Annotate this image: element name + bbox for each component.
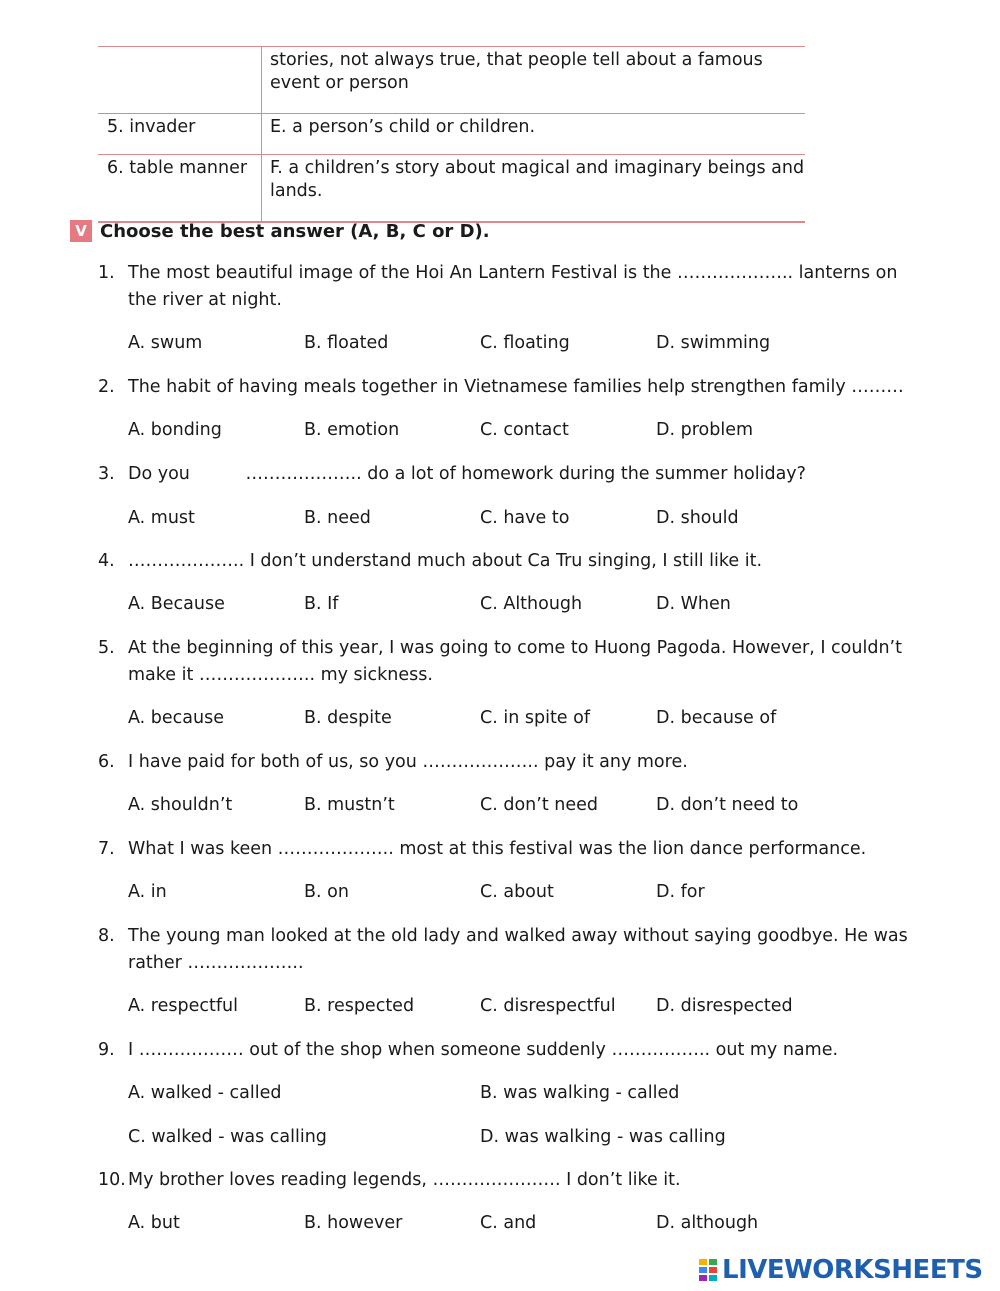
question-10 [98,1167,928,1194]
option-d[interactable]: D. When [656,594,731,614]
option-d[interactable]: D. was walking - was calling [480,1127,726,1147]
option-c[interactable]: C. in spite of [480,708,591,728]
option-b[interactable]: B. was walking - called [480,1083,680,1103]
option-a[interactable]: A. respectful [128,996,238,1016]
option-d[interactable]: D. swimming [656,333,771,353]
option-b[interactable]: B. despite [304,708,392,728]
question-text: What I was keen ……………….. most at this festival was the lion dance performance. [128,839,867,859]
question-3 [98,461,928,488]
question-number: 4. [98,551,115,571]
option-d[interactable]: D. should [656,508,739,528]
option-a[interactable]: A. swum [128,333,203,353]
logo-block [698,1258,708,1266]
option-c[interactable]: C. floating [480,333,570,353]
section-header [70,219,490,243]
question-text: Do you ……………….. do a lot of homework during the summer holiday? [128,464,806,484]
question-7 [98,836,928,863]
question-text: The habit of having meals together in Vietnamese families help strengthen family ……… [128,377,904,397]
option-d[interactable]: D. don’t need to [656,795,799,815]
question-number: 9. [98,1040,115,1060]
question-8 [98,923,928,977]
term-cell: 6. table manner [98,155,262,223]
option-a[interactable]: A. must [128,508,195,528]
option-a[interactable]: A. bonding [128,420,222,440]
option-c[interactable]: C. Although [480,594,583,614]
term-cell: 5. invader [98,114,262,155]
question-2 [98,374,928,401]
table-row [98,114,805,155]
option-a[interactable]: A. shouldn’t [128,795,233,815]
question-1 [98,260,928,314]
question-text: The young man looked at the old lady and walked away without saying goodbye. He was rather ……………….. [128,926,908,973]
definition-cell: E. a person’s child or children. [262,114,806,155]
option-a[interactable]: A. because [128,708,224,728]
logo-text: LIVEWORKSHEETS [722,1255,983,1285]
question-number: 7. [98,839,115,859]
term-cell [98,47,262,114]
option-c[interactable]: C. disrespectful [480,996,616,1016]
logo-block [698,1274,708,1282]
option-b[interactable]: B. need [304,508,371,528]
option-a[interactable]: A. but [128,1213,180,1233]
question-number: 1. [98,263,115,283]
question-text: The most beautiful image of the Hoi An Lantern Festival is the ……………….. lanterns on the river at night. [128,263,898,310]
question-text: At the beginning of this year, I was going to come to Huong Pagoda. However, I couldn’t make it ……………….. my sickness. [128,638,902,685]
option-a[interactable]: A. Because [128,594,225,614]
option-d[interactable]: D. for [656,882,705,902]
blocks-icon [698,1258,718,1282]
question-4 [98,548,928,575]
option-b[interactable]: B. on [304,882,349,902]
option-b[interactable]: B. floated [304,333,389,353]
logo-block [708,1274,718,1282]
option-b[interactable]: B. mustn’t [304,795,395,815]
table-row [98,155,805,223]
logo-block [708,1258,718,1266]
option-c[interactable]: C. have to [480,508,570,528]
option-c[interactable]: C. walked - was calling [128,1127,327,1147]
option-d[interactable]: D. although [656,1213,759,1233]
question-number: 10. [98,1170,126,1190]
definition-cell: stories, not always true, that people tell about a famous event or person [262,47,806,114]
logo-block [708,1266,718,1274]
option-b[interactable]: B. respected [304,996,415,1016]
option-a[interactable]: A. in [128,882,167,902]
option-d[interactable]: D. disrespected [656,996,793,1016]
liveworksheets-logo[interactable] [698,1257,983,1283]
option-d[interactable]: D. problem [656,420,754,440]
option-c[interactable]: C. don’t need [480,795,598,815]
matching-table [98,46,805,223]
logo-block [698,1266,708,1274]
option-c[interactable]: C. and [480,1213,537,1233]
section-badge: V [70,220,92,242]
option-b[interactable]: B. however [304,1213,403,1233]
question-text: I ……………… out of the shop when someone suddenly …………….. out my name. [128,1040,839,1060]
question-5 [98,635,928,689]
option-d[interactable]: D. because of [656,708,777,728]
question-number: 5. [98,638,115,658]
question-9 [98,1037,928,1064]
question-number: 6. [98,752,115,772]
option-b[interactable]: B. If [304,594,339,614]
question-text: ……………….. I don’t understand much about Ca Tru singing, I still like it. [128,551,763,571]
option-c[interactable]: C. contact [480,420,569,440]
question-number: 3. [98,464,115,484]
definition-cell: F. a children’s story about magical and imaginary beings and lands. [262,155,806,223]
question-text: My brother loves reading legends, …………………. I don’t like it. [128,1170,681,1190]
question-text: I have paid for both of us, so you ……………….. pay it any more. [128,752,688,772]
question-number: 2. [98,377,115,397]
question-6 [98,749,928,776]
table-row [98,47,805,114]
section-title: Choose the best answer (A, B, C or D). [100,220,490,242]
option-b[interactable]: B. emotion [304,420,400,440]
question-number: 8. [98,926,115,946]
option-c[interactable]: C. about [480,882,554,902]
option-a[interactable]: A. walked - called [128,1083,282,1103]
